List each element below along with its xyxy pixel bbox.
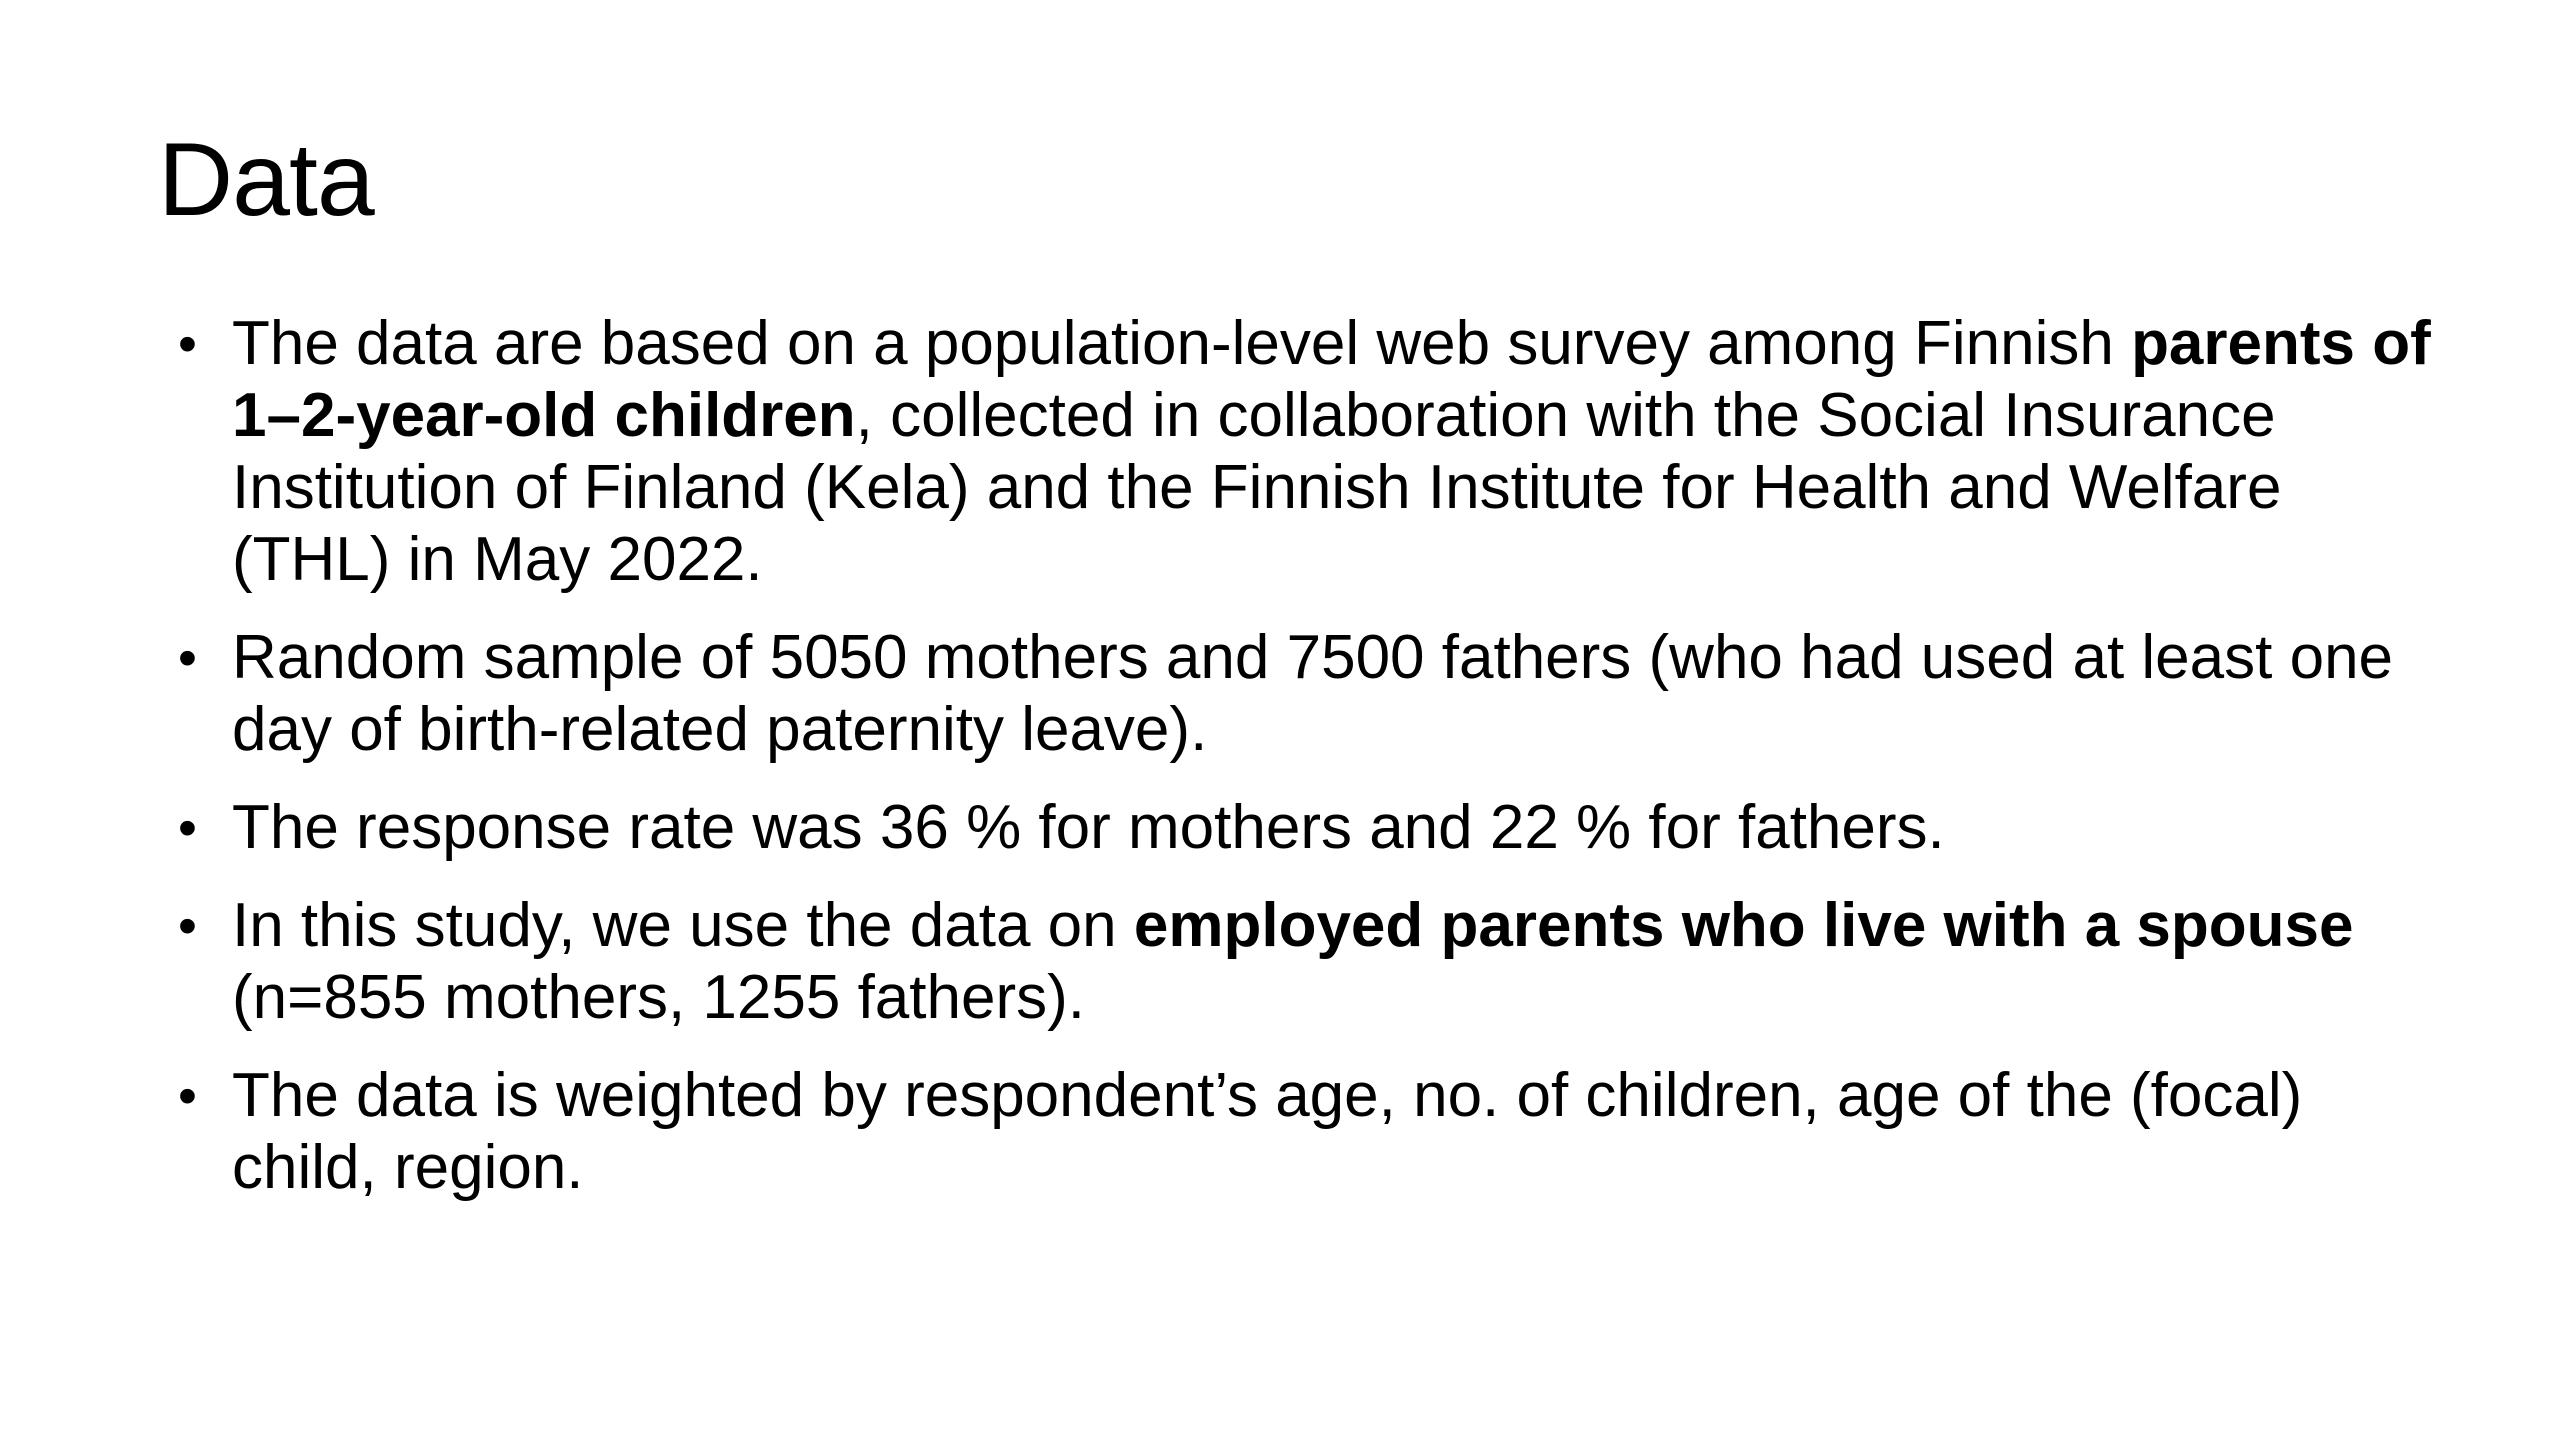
bullet-item-study-population: [178, 890, 2442, 1034]
bullet-item-survey: [178, 308, 2442, 596]
bullet-text: The response rate was 36 % for mothers and 22 % for fathers.: [232, 793, 1945, 862]
bullet-text: , collected in collaboration with the Social Insurance Institution of Finland (Kela) and the Finnish Institute for Health and Welfare (THL) in May 2022.: [232, 381, 2282, 594]
bullet-marker-icon: •: [178, 896, 197, 956]
bullet-text: The data is weighted by respondent’s age, no. of children, age of the (focal) child, region.: [232, 1061, 2303, 1202]
bullet-marker-icon: •: [178, 1066, 197, 1126]
bullet-text: (n=855 mothers, 1255 fathers).: [232, 963, 1085, 1032]
bullet-item-sample: [178, 622, 2442, 766]
bullet-item-weighting: [178, 1060, 2442, 1204]
bullet-marker-icon: •: [178, 628, 197, 688]
bullet-emphasis: parents of 1–2-year-old children: [232, 309, 2431, 450]
bullet-marker-icon: •: [178, 798, 197, 858]
bullet-text: Random sample of 5050 mothers and 7500 fathers (who had used at least one day of birth-related paternity leave).: [232, 623, 2394, 764]
bullet-text: In this study, we use the data on: [232, 891, 1134, 960]
bullet-marker-icon: •: [178, 314, 197, 374]
slide-title: Data: [158, 122, 374, 238]
bullet-item-response-rate: [178, 792, 2442, 864]
bullet-emphasis: employed parents who live with a spouse: [1133, 891, 2354, 960]
bullet-text: The data are based on a population-level web survey among Finnish: [232, 309, 2132, 378]
bullet-list: [178, 308, 2442, 1230]
